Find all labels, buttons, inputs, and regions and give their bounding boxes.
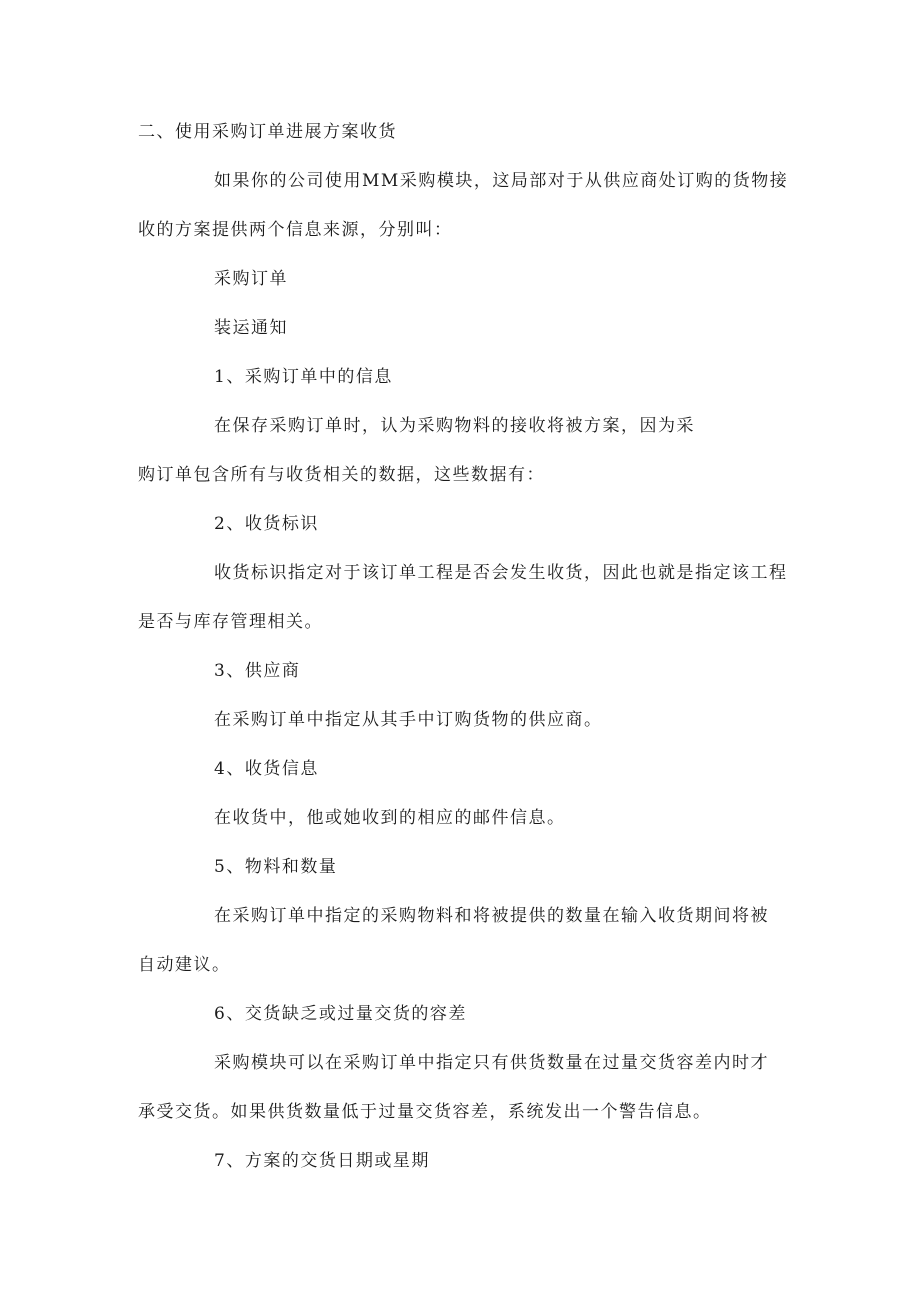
subheading: 6、交货缺乏或过量交货的容差 (214, 1004, 467, 1024)
paragraph-line: 在采购订单中指定的采购物料和将被提供的数量在输入收货期间将被 (214, 906, 769, 926)
list-item: 装运通知 (214, 318, 288, 338)
section-heading: 二、使用采购订单进展方案收货 (138, 122, 397, 142)
paragraph-line: 收的方案提供两个信息来源，分别叫： (138, 220, 453, 240)
paragraph-line: 承受交货。如果供货数量低于过量交货容差，系统发出一个警告信息。 (138, 1102, 712, 1122)
subheading: 2、收货标识 (214, 514, 319, 534)
paragraph-line: 如果你的公司使用MM采购模块，这局部对于从供应商处订购的货物接 (214, 171, 789, 191)
paragraph-line: 购订单包含所有与收货相关的数据，这些数据有： (138, 465, 545, 485)
paragraph-line: 自动建议。 (138, 955, 231, 975)
paragraph-line: 是否与库存管理相关。 (138, 612, 323, 632)
subheading: 5、物料和数量 (214, 857, 338, 877)
paragraph-line: 在采购订单中指定从其手中订购货物的供应商。 (214, 710, 603, 730)
list-item: 采购订单 (214, 269, 288, 289)
paragraph-line: 在收货中，他或她收到的相应的邮件信息。 (214, 808, 566, 828)
paragraph-line: 在保存采购订单时，认为采购物料的接收将被方案，因为采 (214, 416, 695, 436)
subheading: 4、收货信息 (214, 759, 319, 779)
paragraph-line: 收货标识指定对于该订单工程是否会发生收货，因此也就是指定该工程 (214, 563, 788, 583)
subheading: 7、方案的交货日期或星期 (214, 1151, 430, 1171)
paragraph-line: 采购模块可以在采购订单中指定只有供货数量在过量交货容差内时才 (214, 1053, 769, 1073)
subheading: 1、采购订单中的信息 (214, 367, 393, 387)
subheading: 3、供应商 (214, 661, 301, 681)
